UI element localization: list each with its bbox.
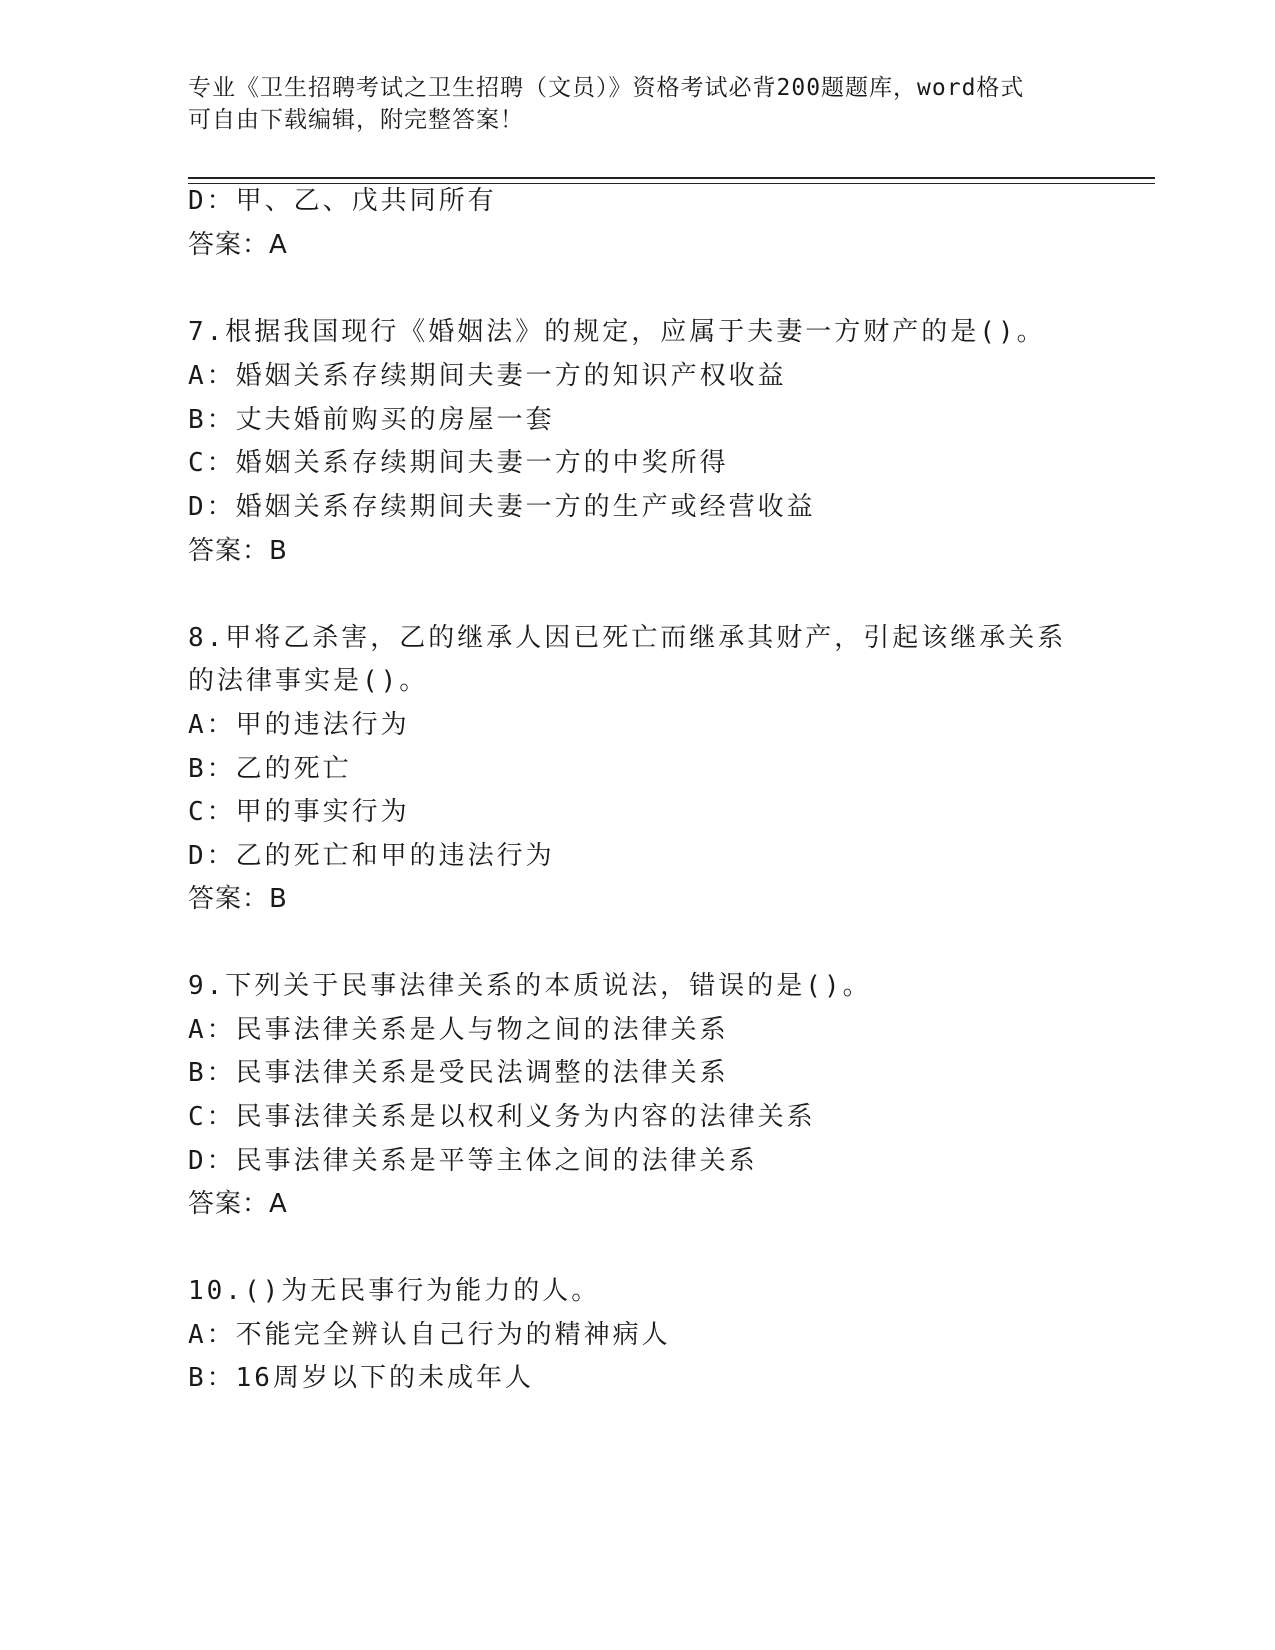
q9-answer: 答案：A [188, 1189, 288, 1219]
document-header [188, 72, 1088, 136]
q6-answer: 答案：A [188, 230, 288, 260]
q6-option-d: D：甲、乙、戊共同所有 [188, 186, 497, 216]
q8-stem-line-2: 的法律事实是()。 [188, 666, 429, 696]
q10-stem: 10.()为无民事行为能力的人。 [188, 1276, 601, 1306]
q8-option-c: C：甲的事实行为 [188, 797, 410, 827]
q9-option-a: A：民事法律关系是人与物之间的法律关系 [188, 1015, 729, 1045]
q7-option-d: D：婚姻关系存续期间夫妻一方的生产或经营收益 [188, 492, 816, 522]
q9-stem: 9.下列关于民事法律关系的本质说法，错误的是()。 [188, 971, 872, 1001]
q9-option-b: B：民事法律关系是受民法调整的法律关系 [188, 1058, 729, 1088]
q9-option-c: C：民事法律关系是以权利义务为内容的法律关系 [188, 1102, 816, 1132]
q7-option-c: C：婚姻关系存续期间夫妻一方的中奖所得 [188, 448, 729, 478]
q10-option-a: A：不能完全辨认自己行为的精神病人 [188, 1320, 671, 1350]
q7-answer: 答案：B [188, 536, 288, 566]
q7-option-b: B：丈夫婚前购买的房屋一套 [188, 405, 555, 435]
q10-option-b: B：16周岁以下的未成年人 [188, 1363, 534, 1393]
q8-option-b: B：乙的死亡 [188, 754, 352, 784]
header-line-1: 专业《卫生招聘考试之卫生招聘（文员）》资格考试必背200题题库，word格式 [188, 75, 1025, 101]
q9-option-d: D：民事法律关系是平等主体之间的法律关系 [188, 1146, 758, 1176]
q8-option-a: A：甲的违法行为 [188, 710, 410, 740]
header-rule-thick [188, 177, 1155, 179]
q8-stem-line-1: 8.甲将乙杀害，乙的继承人因已死亡而继承其财产，引起该继承关系 [188, 623, 1067, 653]
q7-stem: 7.根据我国现行《婚姻法》的规定，应属于夫妻一方财产的是()。 [188, 317, 1046, 347]
q7-option-a: A：婚姻关系存续期间夫妻一方的知识产权收益 [188, 361, 787, 391]
q8-option-d: D：乙的死亡和甲的违法行为 [188, 841, 555, 871]
header-line-2: 可自由下载编辑，附完整答案！ [188, 107, 524, 133]
q8-answer: 答案：B [188, 884, 288, 914]
